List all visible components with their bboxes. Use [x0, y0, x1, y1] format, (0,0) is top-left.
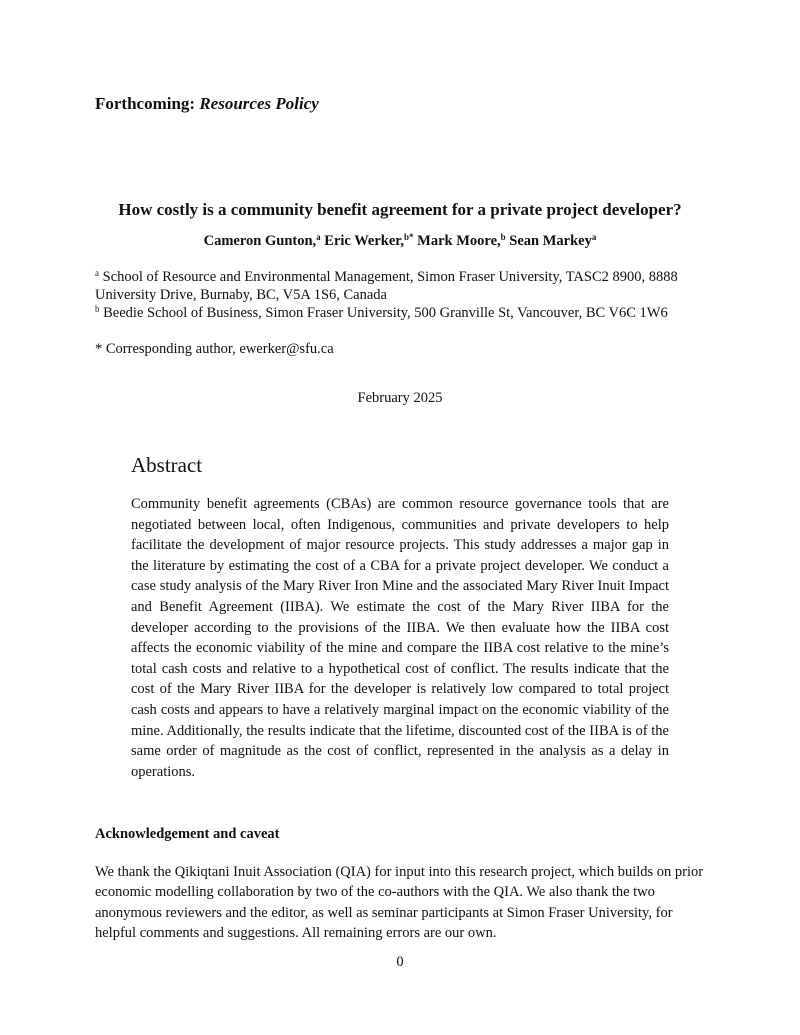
- corresponding-author: * Corresponding author, ewerker@sfu.ca: [95, 341, 334, 357]
- affiliation-text: Beedie School of Business, Simon Fraser University, 500 Granville St, Vancouver, BC V6C 1W6: [103, 305, 668, 321]
- journal-name: Resources Policy: [199, 94, 319, 113]
- author-name: Mark Moore,: [417, 233, 501, 249]
- author-affiliation-mark: b: [500, 232, 506, 242]
- publication-date: February 2025: [357, 390, 443, 406]
- page-number: 0: [396, 954, 404, 970]
- affiliation-mark: a: [95, 268, 99, 278]
- abstract-heading: Abstract: [131, 453, 203, 477]
- abstract-body: Community benefit agreements (CBAs) are common resource governance tools that are negotiated between local, often Indigenous, communities and private developers to help facilitate the development of major resource projects. This study addresses a major gap in the literature by estimating the cost of a CBA for a private project developer. We conduct a case study analysis of the Mary River Iron Mine and the associated Mary River Inuit Impact and Benefit Agreement (IIBA). We estimate the cost of the Mary River IIBA for the developer according to the provisions of the IIBA. We then evaluate how the IIBA cost affects the economic viability of the mine and compare the IIBA cost relative to the mine’s total cash costs and relative to a hypothetical cost of conflict. The results indicate that the cost of the Mary River IIBA for the developer is relatively low compared to total project cash costs and appears to have a relatively marginal impact on the economic viability of the mine. Additionally, the results indicate that the lifetime, discounted cost of the IIBA is of the same order of magnitude as the cost of conflict, represented in the analysis as a delay in operations.: [131, 496, 669, 780]
- author-name: Sean Markey: [509, 233, 592, 249]
- author-list: [0, 233, 800, 250]
- affiliation-a: [95, 268, 705, 304]
- author-affiliation-mark: a: [316, 232, 321, 242]
- affiliation-mark: b: [95, 304, 100, 314]
- forthcoming-notice: [95, 94, 319, 114]
- affiliation-text: School of Resource and Environmental Management, Simon Fraser University, TASC2 8900, 8888 University Drive, Burnaby, BC, V5A 1S6, Canada: [95, 269, 678, 303]
- affiliation-b: [95, 304, 705, 322]
- paper-title: How costly is a community benefit agreement for a private project developer?: [118, 200, 682, 219]
- author-name: Eric Werker,: [324, 233, 405, 249]
- acknowledgement-body: We thank the Qikiqtani Inuit Association (QIA) for input into this research project, which builds on prior economic modelling collaboration by two of the co-authors with the QIA. We also thank the two anonymous reviewers and the editor, as well as seminar participants at Simon Fraser University, for helpful comments and suggestions. All remaining errors are our own.: [95, 864, 704, 941]
- author-affiliation-mark: a: [591, 232, 597, 242]
- acknowledgement-heading: Acknowledgement and caveat: [95, 826, 280, 842]
- author-name: Cameron Gunton,: [203, 233, 317, 249]
- author-affiliation-mark: b*: [404, 232, 414, 242]
- forthcoming-label: Forthcoming:: [95, 94, 200, 113]
